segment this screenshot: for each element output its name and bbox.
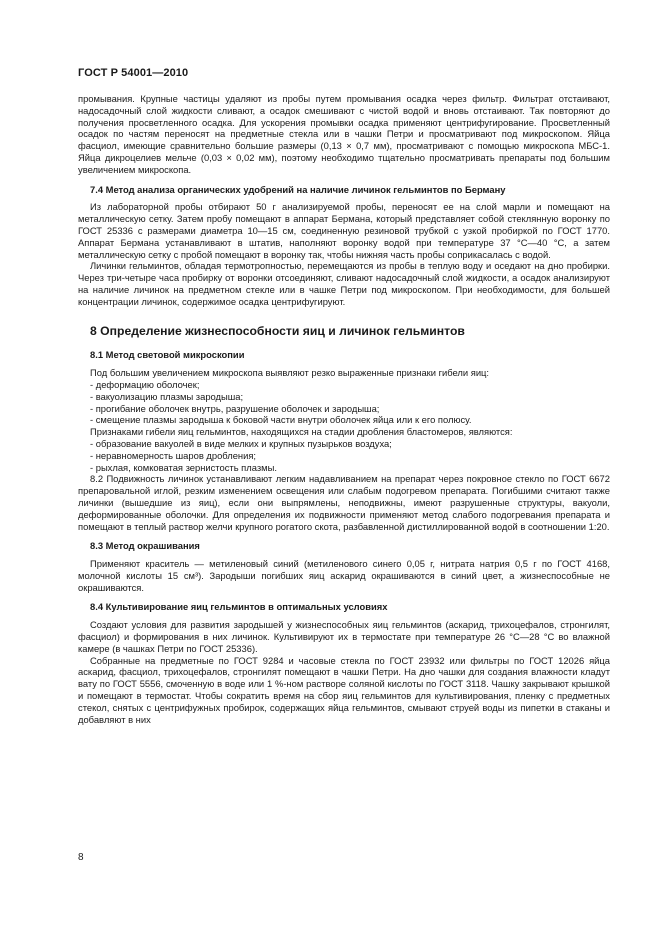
paragraph: Признаками гибели яиц гельминтов, находящихся на стадии дробления бластомеров, являются: xyxy=(90,426,513,438)
list-item: - неравномерность шаров дробления; xyxy=(90,449,257,461)
list-item: - вакуолизацию плазмы зародыша; xyxy=(90,390,244,402)
paragraph: Из лабораторной пробы отбирают 50 г анализируемой пробы, переносят ее на слой марли и помещают на металлическую сетку. Затем пробу помещают в аппарат Бермана, который представляет собой стеклянную воронку по ГОСТ 25336 с размерами диаметра 10—15 см, соединенную резиновой трубкой с узкой пробиркой по ГОСТ 1770. Аппарат Бермана устанавливают в штатив, наполняют воронку водой при температуре 37 °С—40 °С, а затем металлическую сетку с пробой помещают в воронку так, чтобы нижняя часть пробы соприкасалась с водой. xyxy=(78,201,610,260)
running-header: ГОСТ Р 54001—2010 xyxy=(78,67,189,79)
paragraph: Применяют краситель — метиленовый синий (метиленового синего 0,05 г, нитрата натрия 0,5 г по ГОСТ 4168, молочной кислоты 15 см³). Зародыши погибших яиц аскарид окрашиваются в синий цвет, а жизнеспособные не окрашиваются. xyxy=(78,558,610,593)
document-body xyxy=(78,93,610,725)
paragraph: Под большим увеличением микроскопа выявляют резко выраженные признаки гибели яиц: xyxy=(90,367,490,379)
list-item: - деформацию оболочек; xyxy=(90,378,200,390)
list-item: - смещение плазмы зародыша к боковой части внутри оболочек яйца или к его полюсу. xyxy=(90,414,472,426)
paragraph: Создают условия для развития зародышей у жизнеспособных яиц гельминтов (аскарид, трихоцефалов, стронгилят, фасциол) и формирования в них личинок. Культивируют их в термостате при температуре 26 °С—28 °С во влажной камере (в чашках Петри по ГОСТ 25336). xyxy=(78,619,610,654)
list-item: - прогибание оболочек внутрь, разрушение оболочек и зародыша; xyxy=(90,402,380,414)
section-heading-8-3: 8.3 Метод окрашивания xyxy=(90,540,200,552)
section-heading-8-1: 8.1 Метод световой микроскопии xyxy=(90,349,245,361)
paragraph: промывания. Крупные частицы удаляют из пробы путем промывания осадка через фильтр. Фильтрат отстаивают, надосадочный слой жидкости сливают, а осадок смешивают с чистой водой и вновь отстаивают. Так повторяют до получения просветленного осадка. Для ускорения промывки осадка применяют центрифугирование. Просветленный осадок по частям переносят на предметные стекла или в чашки Петри и просматривают под микроскопом. Яйца фасциол, имеющие сравнительно большие размеры (0,13 × 0,7 мм), просматривают с помощью микроскопа МБС-1. Яйца дикроцелиев мельче (0,03 × 0,02 мм), поэтому необходимо тщательно просматривать препараты под большим увеличением микроскопа. xyxy=(78,93,610,175)
section-heading-8: 8 Определение жизнеспособности яиц и личинок гельминтов xyxy=(90,323,465,338)
section-heading-7-4: 7.4 Метод анализа органических удобрений на наличие личинок гельминтов по Берману xyxy=(90,183,506,195)
page-number: 8 xyxy=(78,852,84,863)
paragraph: Собранные на предметные по ГОСТ 9284 и часовые стекла по ГОСТ 23932 или фильтры по ГОСТ 12026 яйца аскарид, фасциол, трихоцефалов, стронгилят помещают в чашки Петри. На дно чашки для создания влажности кладут вату по ГОСТ 5556, смоченную в воде или 1 %-ном растворе соляной кислоты по ГОСТ 3118. Чашку закрывают крышкой и помещают в термостат. Чтобы сократить время на сбор яиц гельминтов для культивирования, пленку с предметных стекол, снятых с центрифужных пробирок, содержащих яйца гельминтов, смывают струей воды из пипетки в стаканы и добавляют в них xyxy=(78,654,610,725)
list-item: - образование вакуолей в виде мелких и крупных пузырьков воздуха; xyxy=(90,437,392,449)
section-heading-8-4: 8.4 Культивирование яиц гельминтов в оптимальных условиях xyxy=(90,601,388,613)
list-item: - рыхлая, комковатая зернистость плазмы. xyxy=(90,461,277,473)
paragraph: Личинки гельминтов, обладая термотропностью, перемещаются из пробы в теплую воду и оседают на дно пробирки. Через три-четыре часа пробирку от воронки отсоединяют, сливают надосадочный слой жидкости, а осадок анализируют на наличие личинок на предметном стекле или в чашке Петри под микроскопом. При необходимости, для большей концентрации личинок, содержимое осадка центрифугируют. xyxy=(78,260,610,307)
paragraph: 8.2 Подвижность личинок устанавливают легким надавливанием на препарат через покровное стекло по ГОСТ 6672 препаровальной иглой, резким изменением освещения или слабым подогревом препарата. Погибшими считают также личинки (вышедшие из яиц), если они выпрямлены, неподвижны, имеют разрушенные структуры, вакуоли, деформированные оболочки. Для определения их подвижности применяют метод слабого подогревания препарата и помещают в теплый раствор желчи крупного рогатого скота, разбавленной дистиллированной водой в соотношении 1:20. xyxy=(78,473,610,532)
